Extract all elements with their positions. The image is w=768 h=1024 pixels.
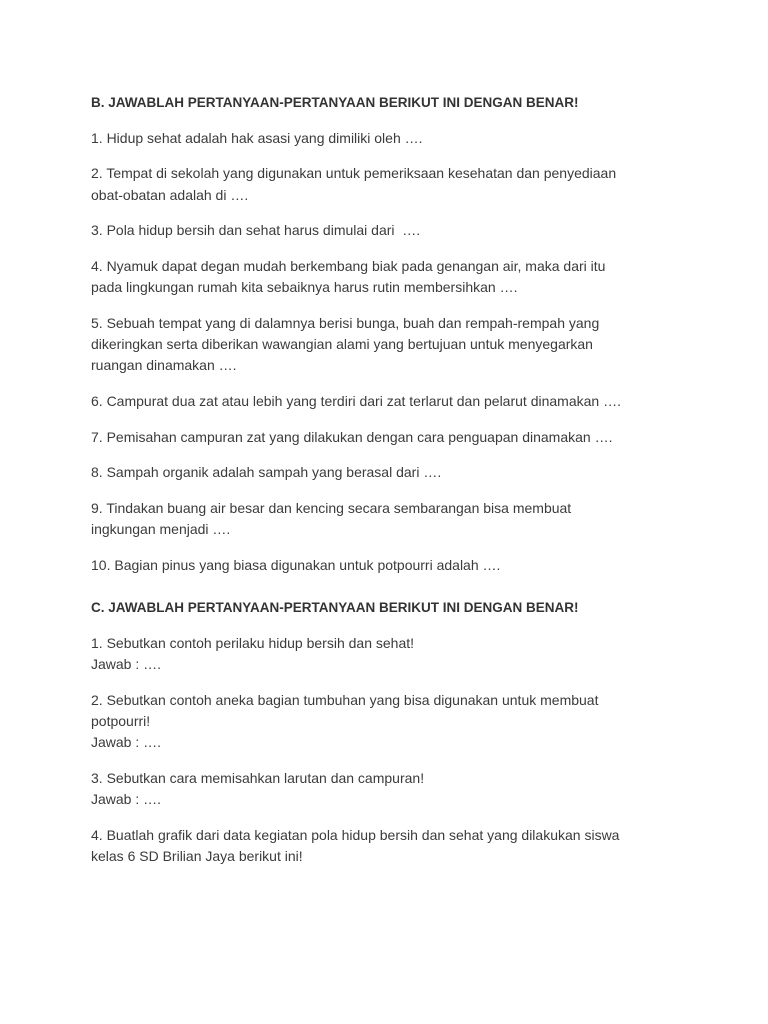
question-line: 7. Pemisahan campuran zat yang dilakukan dengan cara penguapan dinamakan …. (91, 428, 613, 445)
question-line: kelas 6 SD Brilian Jaya berikut ini! (91, 848, 303, 865)
document-content (91, 92, 751, 882)
question-b-10 (91, 555, 751, 576)
question-b-1 (91, 128, 751, 149)
question-c-3 (91, 768, 751, 810)
question-line: 4. Buatlah grafik dari data kegiatan pola hidup bersih dan sehat yang dilakukan siswa (91, 826, 620, 843)
question-line: ruangan dinamakan …. (91, 357, 237, 374)
question-line: 3. Pola hidup bersih dan sehat harus dimulai dari …. (91, 222, 421, 239)
question-line: obat-obatan adalah di …. (91, 186, 249, 203)
question-line: ingkungan menjadi …. (91, 521, 231, 538)
question-line: 2. Sebutkan contoh aneka bagian tumbuhan yang bisa digunakan untuk membuat (91, 691, 599, 708)
question-line: dikeringkan serta diberikan wawangian alami yang bertujuan untuk menyegarkan (91, 336, 593, 353)
section-b-heading: B. JAWABLAH PERTANYAAN-PERTANYAAN BERIKUT INI DENGAN BENAR! (91, 95, 579, 110)
section-b (91, 92, 751, 576)
question-line: pada lingkungan rumah kita sebaiknya harus rutin membersihkan …. (91, 279, 518, 296)
question-line: 4. Nyamuk dapat degan mudah berkembang biak pada genangan air, maka dari itu (91, 258, 606, 275)
question-line: 1. Hidup sehat adalah hak asasi yang dimiliki oleh …. (91, 129, 423, 146)
question-line: 1. Sebutkan contoh perilaku hidup bersih dan sehat! (91, 634, 415, 651)
section-c-heading: C. JAWABLAH PERTANYAAN-PERTANYAAN BERIKUT INI DENGAN BENAR! (91, 600, 579, 616)
question-b-7 (91, 427, 751, 448)
answer-line: Jawab : …. (91, 734, 162, 751)
question-line: potpourri! (91, 713, 151, 730)
question-c-4 (91, 825, 751, 867)
question-line: 6. Campurat dua zat atau lebih yang terdiri dari zat terlarut dan pelarut dinamakan …. (91, 393, 621, 410)
section-c (91, 597, 751, 867)
question-c-1 (91, 633, 751, 675)
answer-line: Jawab : …. (91, 791, 162, 808)
question-line: 10. Bagian pinus yang biasa digunakan untuk potpourri adalah …. (91, 557, 501, 574)
question-line: 5. Sebuah tempat yang di dalamnya berisi bunga, buah dan rempah-rempah yang (91, 314, 600, 331)
question-b-4 (91, 256, 751, 298)
question-b-6 (91, 391, 751, 412)
question-line: 9. Tindakan buang air besar dan kencing secara sembarangan bisa membuat (91, 500, 572, 517)
question-b-2 (91, 163, 751, 205)
question-line: 3. Sebutkan cara memisahkan larutan dan campuran! (91, 769, 425, 786)
question-line: 2. Tempat di sekolah yang digunakan untuk pemeriksaan kesehatan dan penyediaan (91, 165, 617, 182)
question-b-9 (91, 498, 751, 540)
question-line: 8. Sampah organik adalah sampah yang berasal dari …. (91, 464, 442, 481)
question-c-2 (91, 690, 751, 754)
answer-line: Jawab : …. (91, 656, 162, 673)
question-b-8 (91, 462, 751, 483)
question-b-3 (91, 220, 751, 241)
question-b-5 (91, 313, 751, 377)
